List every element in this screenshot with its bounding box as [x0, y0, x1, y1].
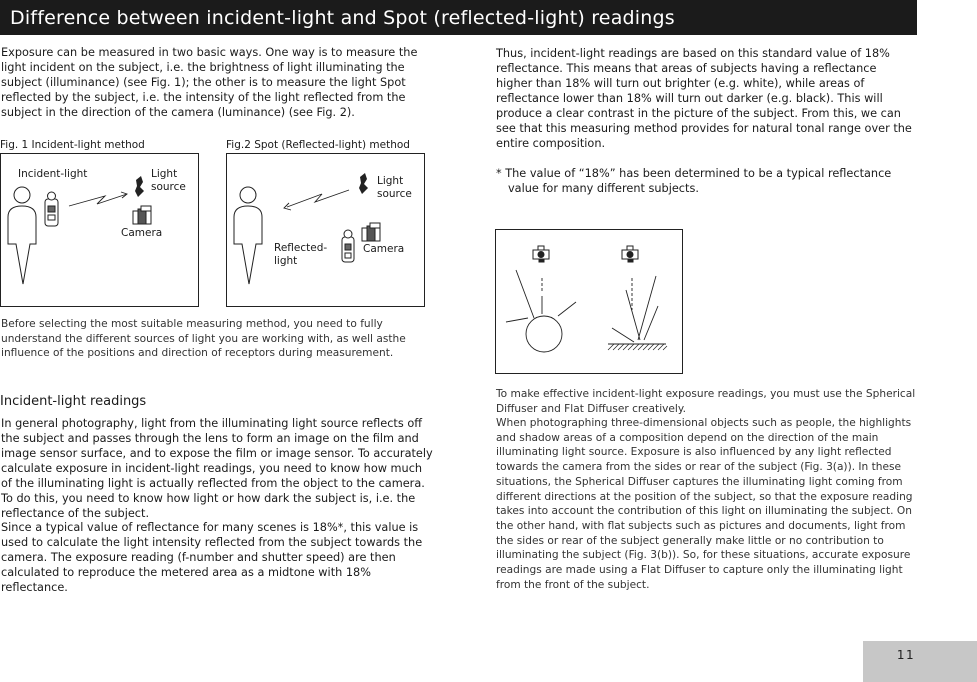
light-source-icon	[135, 176, 144, 197]
light-label: Light	[377, 175, 404, 187]
incident-light-label: Incident-light	[18, 168, 88, 180]
flat-surface-hatching	[608, 344, 667, 350]
figure-3-diffusers	[495, 229, 683, 374]
before-paragraph: Before selecting the most suitable measuring method, you need to fully understand the different sources of light you are working with, as well asthe influence of the positions and direction of receptors during measurement.	[1, 318, 406, 360]
camera-icon-b	[622, 246, 638, 262]
intro-paragraph: Exposure can be measured in two basic ways. One way is to measure the light incident on the subject, i.e. the brightness of light illuminating the subject (illuminance) (see Fig. 1); the other is to measure the light Spot reflected by the subject, i.e. the intensity of the light reflected from the subject in the direction of the camera (luminance) (see Fig. 2).	[1, 46, 418, 119]
title-bar	[0, 0, 917, 35]
body-paragraph: In general photography, light from the illuminating light source reflects off the subject and passes through the lens to form an image on the film and image sensor surface, and to expose the film or image sensor. To accurately calculate exposure in incident-light readings, you need to know how much of the illuminating light is actually reflected from the object to the camera. To do this, you need to know how light or how dark the subject is, i.e. the reflectance of the subject.	[1, 417, 433, 520]
light-label: Light	[151, 168, 178, 180]
camera-label: Camera	[121, 227, 163, 239]
spot-meter-icon	[342, 230, 354, 262]
reflectance-note: * The value of “18%” has been determined to be a typical reflectance value for many different subjects.	[496, 167, 892, 195]
lightning-arrow-icon	[284, 190, 349, 210]
camera-icon	[133, 206, 151, 224]
camera-icon	[362, 223, 380, 241]
fig2-caption: Fig.2 Spot (Reflected-light) method	[226, 139, 410, 151]
light-meter-icon	[45, 192, 58, 226]
person-icon	[234, 187, 262, 284]
flat-diagram	[608, 276, 666, 344]
figure-1-incident-light	[0, 153, 199, 307]
right-paragraph-1: Thus, incident-light readings are based on this standard value of 18% reflectance. This means that areas of subjects having a reflectance higher than 18% will turn out brighter (e.g. white), while areas of reflectance lower than 18% will turn out darker (e.g. black). This will produce a clear contrast in the picture of the subject. From this, we can see that this measuring method provides for natural tonal range over the entire composition.	[496, 47, 912, 150]
page-number-tab	[863, 641, 977, 682]
light-label-2: light	[274, 255, 298, 267]
figure-2-reflected-light	[226, 153, 425, 307]
incident-light-heading: Incident-light readings	[0, 394, 147, 409]
body-paragraph-2: Since a typical value of reflectance for many scenes is 18%*, this value is used to calculate the light intensity reflected from the subject towards the camera. The exposure reading (f-number and shutter speed) are then calculated to reproduce the metered area as a midtone with 18% reflectance.	[1, 521, 423, 594]
page-title: Difference between incident-light and Spot (reflected-light) readings	[10, 7, 675, 29]
page-number: 11	[896, 648, 916, 662]
light-source-icon	[359, 173, 368, 194]
figure-3-illustration	[496, 230, 682, 373]
right-paragraph-2: To make effective incident-light exposure readings, you must use the Spherical Diffuser and Flat Diffuser creatively.	[496, 388, 916, 415]
reflected-label: Reflected-	[274, 242, 328, 254]
camera-label: Camera	[363, 243, 405, 255]
camera-icon-a	[533, 246, 549, 262]
lightning-arrow-icon	[69, 192, 127, 206]
person-icon	[8, 187, 36, 284]
source-label: source	[151, 181, 186, 193]
sphere-diagram	[506, 270, 576, 352]
source-label: source	[377, 188, 412, 200]
right-paragraph-3: When photographing three-dimensional objects such as people, the highlights and shadow areas of a composition depend on the direction of the main illuminating light source. Exposure is also influenced by any light reflected towards the camera from the sides or rear of the subject (Fig. 3(a)). In these situations, the Spherical Diffuser captures the illuminating light coming from different directions at the position of the subject, so that the exposure reading takes into account the contribution of this light on illuminating the subject. On the other hand, with flat subjects such as pictures and documents, light from the sides or rear of the subject generally make little or no contribution to illuminating the subject (Fig. 3(b)). So, for these situations, accurate exposure readings are made using a Flat Diffuser to capture only the illuminating light from the front of the subject.	[496, 417, 913, 591]
fig1-caption: Fig. 1 Incident-light method	[0, 139, 145, 151]
